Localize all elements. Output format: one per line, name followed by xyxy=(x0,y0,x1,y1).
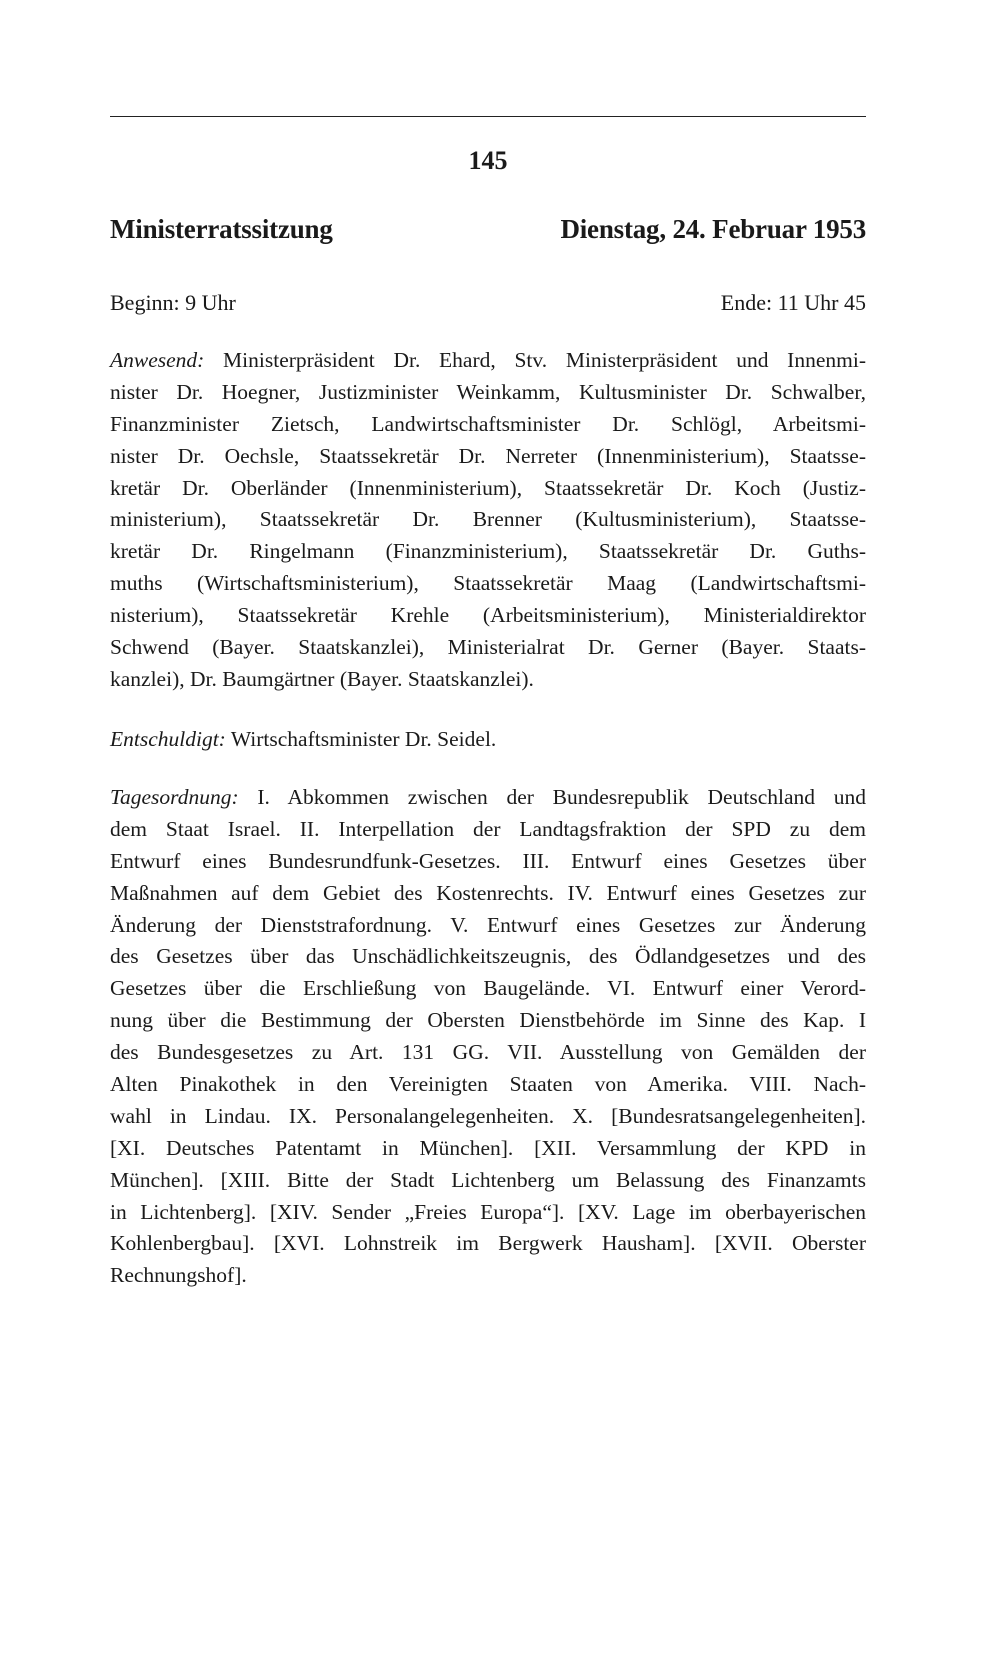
attendees-paragraph xyxy=(110,345,866,696)
attendees-line: Finanzminister Zietsch, Landwirtschaftsminister Dr. Schlögl, Arbeitsmi- xyxy=(110,411,866,436)
attendees-line: Anwesend: Ministerpräsident Dr. Ehard, Stv. Ministerpräsident und Innenmi- xyxy=(110,348,866,372)
attendees-line: kretär Dr. Oberländer (Innenministerium), Staatssekretär Dr. Koch (Justiz- xyxy=(110,475,866,500)
agenda-line: Entwurf eines Bundesrundfunk-Gesetzes. III. Entwurf eines Gesetzes über xyxy=(110,848,866,873)
excused-paragraph xyxy=(110,724,866,756)
agenda-line: Rechnungshof]. xyxy=(110,1263,247,1288)
attendees-line: ministerium), Staatssekretär Dr. Brenner (Kultusministerium), Staatsse- xyxy=(110,507,866,532)
attendees-line: kanzlei), Dr. Baumgärtner (Bayer. Staatskanzlei). xyxy=(110,666,534,691)
attendees-line: kretär Dr. Ringelmann (Finanzministerium), Staatssekretär Dr. Guths- xyxy=(110,539,866,564)
agenda-paragraph xyxy=(110,782,866,1292)
attendees-line: nisterium), Staatssekretär Krehle (Arbeitsministerium), Ministerialdirektor xyxy=(110,603,866,628)
agenda-line: des Bundesgesetzes zu Art. 131 GG. VII. Ausstellung von Gemälden der xyxy=(110,1040,866,1065)
agenda-line: dem Staat Israel. II. Interpellation der Landtagsfraktion der SPD zu dem xyxy=(110,816,866,841)
session-title: Ministerratssitzung xyxy=(110,214,333,244)
header-rule xyxy=(110,116,866,117)
attendees-line: muths (Wirtschaftsministerium), Staatssekretär Maag (Landwirtschaftsmi- xyxy=(110,571,866,596)
attendees-label: Anwesend: xyxy=(110,348,205,372)
agenda-line: des Gesetzes über das Unschädlichkeitszeugnis, des Ödlandgesetzes und des xyxy=(110,944,866,969)
agenda-line: Kohlenbergbau]. [XVI. Lohnstreik im Bergwerk Hausham]. [XVII. Oberster xyxy=(110,1231,866,1256)
agenda-line: wahl in Lindau. IX. Personalangelegenheiten. X. [Bundesratsangelegenheiten]. xyxy=(110,1103,866,1128)
begin-time: Beginn: 9 Uhr xyxy=(110,290,236,315)
attendees-line: Schwend (Bayer. Staatskanzlei), Ministerialrat Dr. Gerner (Bayer. Staats- xyxy=(110,635,866,660)
agenda-line: Gesetzes über die Erschließung von Baugelände. VI. Entwurf einer Verord- xyxy=(110,976,866,1001)
agenda-line: in Lichtenberg]. [XIV. Sender „Freies Europa“]. [XV. Lage im oberbayerischen xyxy=(110,1199,866,1224)
page-number: 145 xyxy=(468,146,508,175)
agenda-line: [XI. Deutsches Patentamt in München]. [XII. Versammlung der KPD in xyxy=(110,1135,866,1160)
agenda-line: Änderung der Dienststrafordnung. V. Entwurf eines Gesetzes zur Änderung xyxy=(110,912,866,937)
session-date: Dienstag, 24. Februar 1953 xyxy=(560,214,866,244)
end-time: Ende: 11 Uhr 45 xyxy=(720,290,866,315)
agenda-label: Tagesordnung: xyxy=(110,785,239,809)
agenda-line: München]. [XIII. Bitte der Stadt Lichtenberg um Belassung des Finanzamts xyxy=(110,1167,866,1192)
agenda-line: nung über die Bestimmung der Obersten Dienstbehörde im Sinne des Kap. I xyxy=(110,1008,866,1033)
excused-label: Entschuldigt: xyxy=(110,727,226,751)
session-heading xyxy=(110,212,866,246)
agenda-line: Alten Pinakothek in den Vereinigten Staaten von Amerika. VIII. Nach- xyxy=(110,1072,866,1097)
attendees-line: nister Dr. Oechsle, Staatssekretär Dr. Nerreter (Innenministerium), Staatsse- xyxy=(110,443,866,468)
agenda-line: Maßnahmen auf dem Gebiet des Kostenrechts. IV. Entwurf eines Gesetzes zur xyxy=(110,880,866,905)
attendees-line: nister Dr. Hoegner, Justizminister Weinkamm, Kultusminister Dr. Schwalber, xyxy=(110,379,866,404)
excused-line: Entschuldigt: Wirtschaftsminister Dr. Seidel. xyxy=(110,727,497,751)
agenda-line: Tagesordnung: I. Abkommen zwischen der Bundesrepublik Deutschland und xyxy=(110,785,866,809)
session-times xyxy=(110,288,866,318)
